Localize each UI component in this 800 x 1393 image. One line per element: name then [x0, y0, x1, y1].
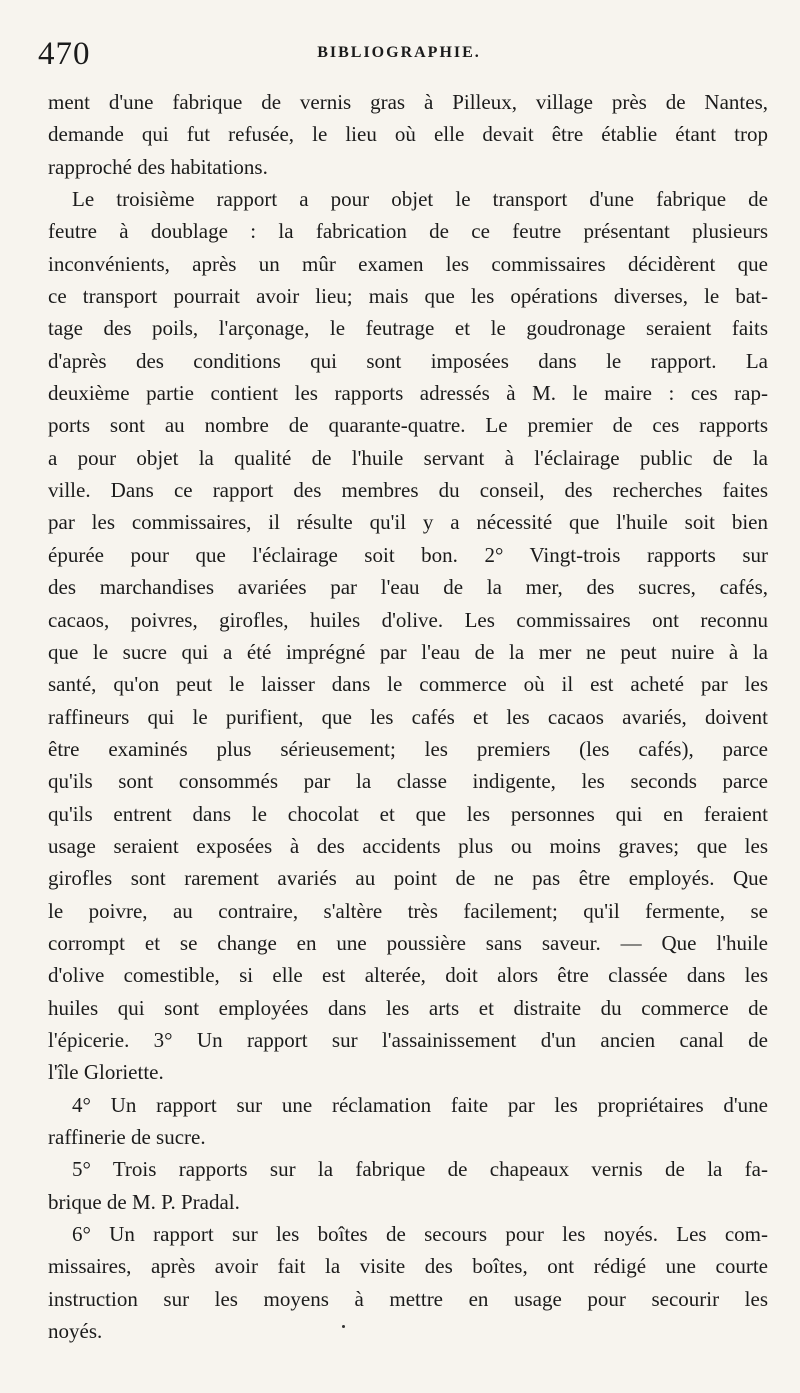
text-line: corrompt et se change en une poussière sans saveur. — Que l'huile	[48, 930, 768, 955]
paragraph	[48, 1153, 768, 1218]
text-line: tage des poils, l'arçonage, le feutrage et le goudronage seraient faits	[48, 316, 768, 341]
paragraph	[48, 1089, 768, 1154]
running-title: BIBLIOGRAPHIE.	[317, 44, 481, 61]
text-line: des marchandises avariées par l'eau de la mer, des sucres, cafés,	[48, 575, 768, 600]
text-line: santé, qu'on peut le laisser dans le commerce où il est acheté par les	[48, 672, 768, 697]
text-line: instruction sur les moyens à mettre en usage pour secourir les	[48, 1286, 768, 1311]
text-line: qu'ils sont consommés par la classe indigente, les seconds parce	[48, 769, 768, 794]
text-line: raffineurs qui le purifient, que les cafés et les cacaos avariés, doivent	[48, 704, 768, 729]
text-line: missaires, après avoir fait la visite des boîtes, ont rédigé une courte	[48, 1254, 768, 1279]
text-line: ce transport pourrait avoir lieu; mais que les opérations diverses, le bat-	[48, 284, 768, 309]
text-line: raffinerie de sucre.	[48, 1125, 206, 1149]
text-line: inconvénients, après un mûr examen les commissaires décidèrent que	[48, 251, 768, 276]
page-header	[38, 36, 760, 76]
text-line: cacaos, poivres, girofles, huiles d'olive. Les commissaires ont reconnu	[48, 607, 768, 632]
text-line: ville. Dans ce rapport des membres du conseil, des recherches faites	[48, 478, 768, 503]
text-line: demande qui fut refusée, le lieu où elle devait être établie étant trop	[48, 122, 768, 147]
text-line: brique de M. P. Pradal.	[48, 1189, 240, 1214]
text-line: usage seraient exposées à des accidents plus ou moins graves; que les	[48, 833, 768, 858]
text-line: rapproché des habitations.	[48, 154, 268, 179]
text-line: d'après des conditions qui sont imposées dans le rapport. La	[48, 348, 768, 373]
text-line: le poivre, au contraire, s'altère très facilement; qu'il fermente, se	[48, 898, 768, 923]
text-line: 4° Un rapport sur une réclamation faite par les propriétaires d'une	[72, 1092, 768, 1117]
paragraph	[48, 183, 768, 1089]
text-line: huiles qui sont employées dans les arts et distraite du commerce de	[48, 995, 768, 1020]
paragraph	[48, 86, 768, 183]
text-line: feutre à doublage : la fabrication de ce feutre présentant plusieurs	[48, 219, 768, 244]
text-line: 5° Trois rapports sur la fabrique de chapeaux vernis de la fa-	[72, 1157, 768, 1182]
body-text	[48, 86, 768, 1347]
text-line: épurée pour que l'éclairage soit bon. 2° Vingt-trois rapports sur	[48, 542, 768, 567]
text-line: par les commissaires, il résulte qu'il y a nécessité que l'huile soit bien	[48, 510, 768, 535]
page-number: 470	[38, 36, 91, 72]
text-line: que le sucre qui a été imprégné par l'eau de la mer ne peut nuire à la	[48, 639, 768, 664]
text-line: être examinés plus sérieusement; les premiers (les cafés), parce	[48, 736, 768, 761]
paragraph	[48, 1218, 768, 1347]
text-line: 6° Un rapport sur les boîtes de secours pour les noyés. Les com-	[72, 1222, 768, 1247]
ink-dot	[342, 1325, 345, 1328]
text-line: deuxième partie contient les rapports adressés à M. le maire : ces rap-	[48, 381, 768, 406]
text-line: qu'ils entrent dans le chocolat et que les personnes qui en feraient	[48, 801, 768, 826]
text-line: ports sont au nombre de quarante-quatre. Le premier de ces rapports	[48, 413, 768, 438]
text-line: l'épicerie. 3° Un rapport sur l'assainissement d'un ancien canal de	[48, 1027, 768, 1052]
text-line: l'île Gloriette.	[48, 1060, 164, 1085]
text-line: ment d'une fabrique de vernis gras à Pilleux, village près de Nantes,	[48, 90, 768, 114]
text-line: a pour objet la qualité de l'huile servant à l'éclairage public de la	[48, 445, 768, 470]
text-line: Le troisième rapport a pour objet le transport d'une fabrique de	[72, 187, 768, 212]
text-line: noyés.	[48, 1319, 103, 1344]
text-line: d'olive comestible, si elle est alterée, doit alors être classée dans les	[48, 963, 768, 988]
text-line: girofles sont rarement avariés au point de ne pas être employés. Que	[48, 866, 768, 891]
